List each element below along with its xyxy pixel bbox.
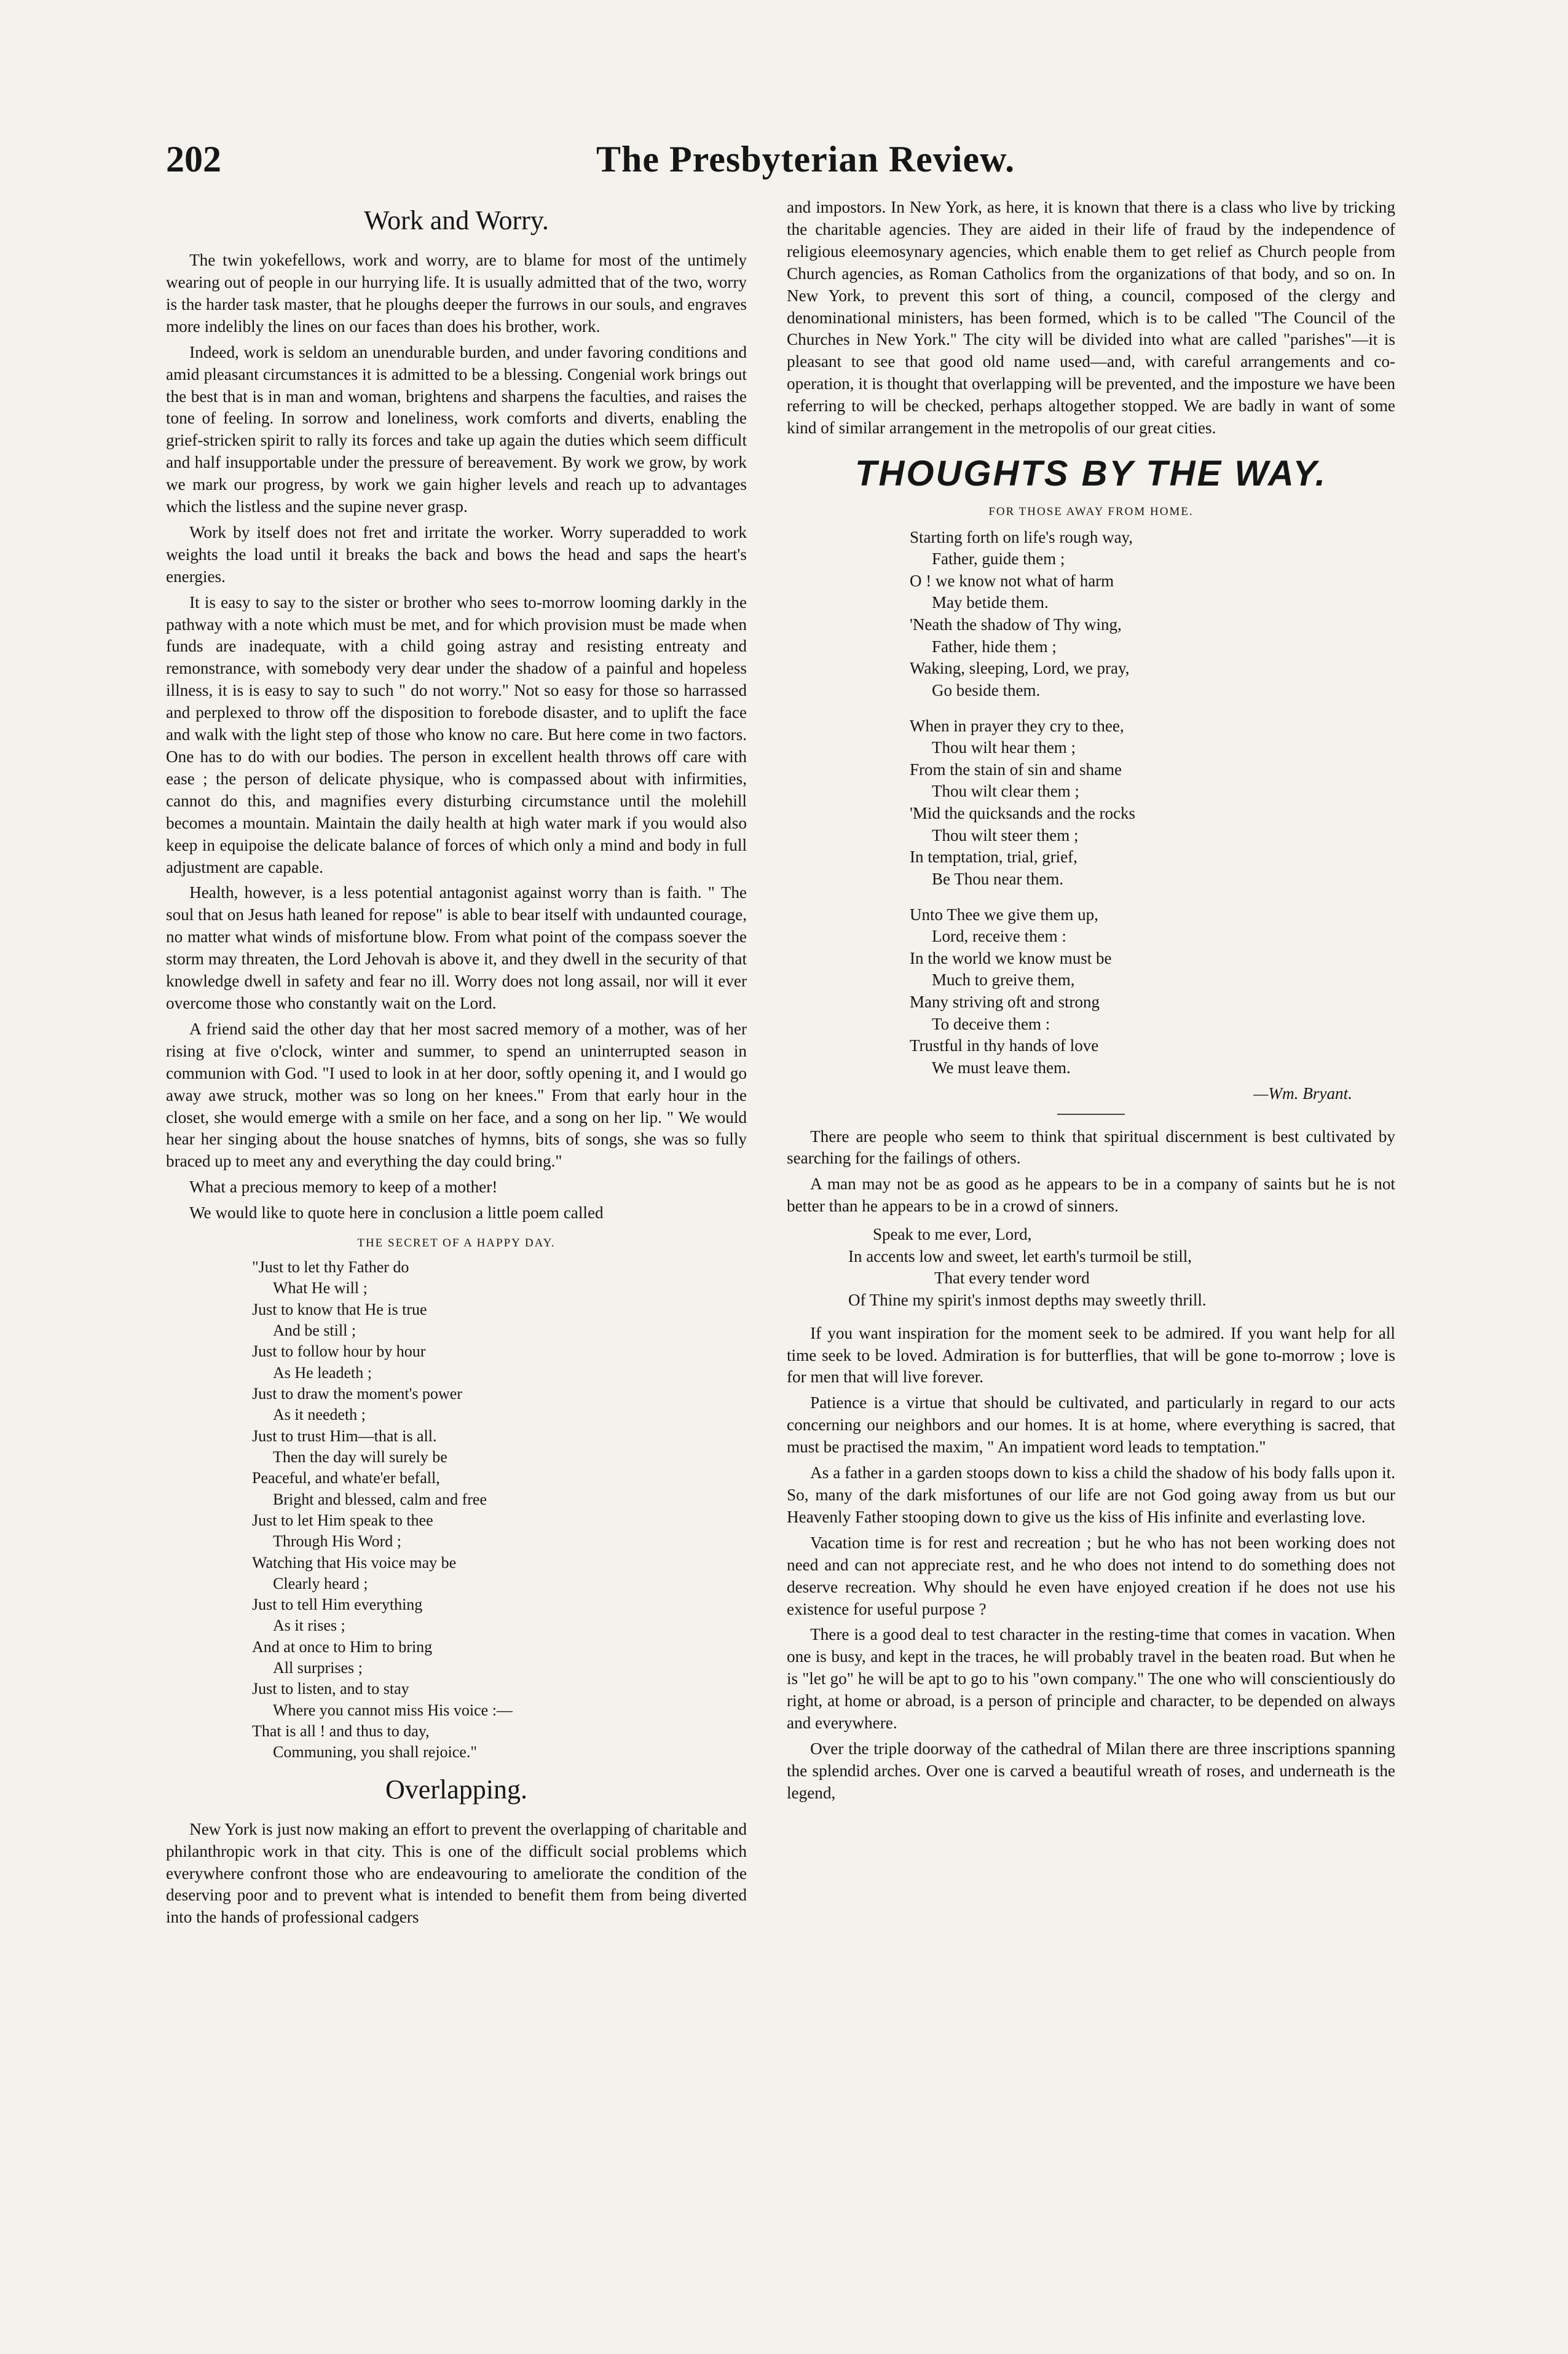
poem-line: Be Thou near them. <box>932 869 1063 888</box>
poem-line: Peaceful, and whate'er befall, <box>252 1469 440 1487</box>
poem-line: And be still ; <box>273 1321 357 1340</box>
poem-line: In temptation, trial, grief, <box>910 848 1078 867</box>
poem-line: That is all ! and thus to day, <box>252 1722 430 1740</box>
poem-line: Just to listen, and to stay <box>252 1680 409 1698</box>
article-paragraph: If you want inspiration for the moment seek to be admired. If you want help for all time seek to be loved. Admiration is for butterflies, that will be gone to-morrow ; love is for men that will live forever. <box>787 1323 1395 1387</box>
page-number: 202 <box>166 139 221 179</box>
article-title-work-and-worry: Work and Worry. <box>364 205 549 235</box>
poem-line: Thou wilt clear them ; <box>932 782 1079 801</box>
poem-line: Bright and blessed, calm and free <box>273 1490 487 1508</box>
poem-line: Through His Word ; <box>273 1532 402 1551</box>
poem-line: Just to follow hour by hour <box>252 1342 426 1361</box>
poem-line: As it rises ; <box>273 1616 345 1635</box>
poem-line: As it needeth ; <box>273 1406 366 1424</box>
poem-line: Just to know that He is true <box>252 1300 427 1318</box>
poem-line: O ! we know not what of harm <box>910 571 1114 590</box>
poem-line: From the stain of sin and shame <box>910 760 1122 779</box>
article-paragraph: Work by itself does not fret and irritate the worker. Worry superadded to work weights the load until it breaks the back and bows the head and saps the heart's energies. <box>166 522 747 586</box>
article-title-overlapping: Overlapping. <box>385 1774 527 1805</box>
right-column <box>787 197 1395 1808</box>
article-paragraph: As a father in a garden stoops down to kiss a child the shadow of his body falls upon it. So, many of the dark misfortunes of our life are not God going away from us but our Heavenly Father stooping down to give us the kiss of His infinite and everlasting love. <box>787 1463 1395 1526</box>
verse-line: That every tender word <box>934 1269 1090 1288</box>
poem-stanza <box>910 904 1395 1079</box>
poem-attribution: —Wm. Bryant. <box>1253 1084 1352 1103</box>
article-paragraph: There are people who seem to think that spiritual discernment is best cultivated by searching for the failings of others. <box>787 1127 1395 1168</box>
article-paragraph: The twin yokefellows, work and worry, are to blame for most of the untimely wearing out of people in our hurrying life. It is usually admitted that of the two, worry is the harder task master, that he ploughs deeper the furrows in our souls, and engraves more indelibly the lines on our faces than does his brother, work. <box>166 251 747 336</box>
article-paragraph: There is a good deal to test character in the resting-time that comes in vacation. When one is busy, and kept in the traces, he will probably travel in the beaten road. But when he is "let go" he will be apt to go to his "own company." The one who will conscientiously do right, at home or abroad, is a person of principle and character, to be depended on always and everywhere. <box>787 1625 1395 1733</box>
poem-line: Father, hide them ; <box>932 637 1057 656</box>
poem-line: In the world we know must be <box>910 948 1112 967</box>
poem-line: Communing, you shall rejoice." <box>273 1743 477 1762</box>
poem-line: What He will ; <box>273 1279 368 1297</box>
short-verse <box>848 1224 1395 1312</box>
poem-line: Waking, sleeping, Lord, we pray, <box>910 659 1130 678</box>
poem-line: Much to greive them, <box>932 970 1075 990</box>
poem-line: Starting forth on life's rough way, <box>910 527 1133 546</box>
poem-line: Watching that His voice may be <box>252 1553 457 1572</box>
poem-line: 'Neath the shadow of Thy wing, <box>910 615 1122 634</box>
poem-line: Father, guide them ; <box>932 549 1065 569</box>
poem-line: To deceive them : <box>932 1014 1050 1033</box>
journal-title: The Presbyterian Review. <box>596 139 1015 179</box>
poem-line: May betide them. <box>932 593 1049 612</box>
poem-subtitle: FOR THOSE AWAY FROM HOME. <box>988 505 1194 518</box>
article-title-thoughts-by-the-way: THOUGHTS BY THE WAY. <box>855 453 1327 494</box>
article-paragraph: We would like to quote here in conclusion a little poem called <box>189 1203 604 1222</box>
poem-line: Many striving oft and strong <box>910 993 1100 1012</box>
left-column <box>166 197 747 1932</box>
article-paragraph: A man may not be as good as he appears to be in a company of saints but he is not better than he appears to be in a crowd of sinners. <box>787 1175 1395 1216</box>
poem-line: Trustful in thy hands of love <box>910 1036 1099 1055</box>
poem-line: And at once to Him to bring <box>252 1637 433 1656</box>
poem-line: Unto Thee we give them up, <box>910 905 1098 924</box>
article-paragraph: It is easy to say to the sister or brother who sees to-morrow looming darkly in the pathway with a note which must be met, and for which provision must be made when funds are inadequate, with a child going astray and resisting entreaty and remonstrance, with somebody very dear under the shadow of a painful and hopeless illness, it is is easy to say to such " do not worry." Not so easy for those so harrassed and perplexed to throw off the disposition to forebode disaster, and to uplift the face and walk with the light step of those who know no care. But here come in two factors. One has to do with our bodies. The person in excellent health throws off care with ease ; the person of delicate physique, who is compassed about with infirmities, cannot do this, and magnifies every disturbing circumstance until the molehill becomes a mountain. Maintain the daily health at high water mark if you would also keep in equipoise the delicate balance of forces of which only a mind and body in full adjustment are capable. <box>166 592 747 876</box>
verse-line: In accents low and sweet, let earth's turmoil be still, <box>848 1246 1192 1266</box>
poem-line: Thou wilt hear them ; <box>932 738 1076 757</box>
poem-line: We must leave them. <box>932 1058 1071 1077</box>
article-paragraph: A friend said the other day that her most sacred memory of a mother, was of her rising at five o'clock, winter and summer, to spend an uninterrupted season in communion with God. "I used to look in at her door, softly opening it, and I would go away awe struck, mother was so long on her knees." From that early hour in the closet, she would emerge with a smile on her face, and a song on her lip. " We would hear her singing about the house snatches of hymns, bits of songs, she was so fully braced up to meet any and everything the day could bring." <box>166 1019 747 1171</box>
poem-line: Just to draw the moment's power <box>252 1385 462 1403</box>
poem-line: All surprises ; <box>273 1659 363 1677</box>
poem-stanza <box>910 715 1395 891</box>
poem-stanza <box>910 527 1395 702</box>
poem-line: Then the day will surely be <box>273 1447 447 1466</box>
poem-title: THE SECRET OF A HAPPY DAY. <box>357 1237 556 1250</box>
article-paragraph: Vacation time is for rest and recreation ; but he who has not been working does not need and can not appreciate rest, and he who does not intend to do something does not deserve recreation. Why should he even have enjoyed creation if he does not use his existence for useful purpose ? <box>787 1533 1395 1618</box>
article-paragraph: Over the triple doorway of the cathedral of Milan there are three inscriptions spanning the splendid arches. Over one is carved a beautiful wreath of roses, and underneath is the legend, <box>787 1739 1395 1802</box>
verse-line: Of Thine my spirit's inmost depths may sweetly thrill. <box>848 1291 1207 1309</box>
poem-line: Just to trust Him—that is all. <box>252 1427 437 1445</box>
article-paragraph: Health, however, is a less potential antagonist against worry than is faith. " The soul that on Jesus hath leaned for repose" is able to bear itself with undaunted courage, no matter what winds of misfortune blow. From what point of the compass soever the storm may threaten, the Lord Jehovah is above it, and they dwell in the security of that knowledge dwell in safety and fear no ill. Worry does not long assail, nor will it ever overcome those who constantly wait on the Lord. <box>166 883 747 1012</box>
poem-line: Just to let Him speak to thee <box>252 1511 433 1529</box>
article-paragraph: Indeed, work is seldom an unendurable burden, and under favoring conditions and amid pleasant circumstances it is admitted to be a blessing. Congenial work brings out the best that is in man and woman, brightens and sharpens the faculties, and raises the tone of feeling. In sorrow and loneliness, work comforts and diverts, enabling the grief-stricken spirit to rally its forces and take up again the duties which seem difficult and half insupportable under the pressure of bereavement. By work we grow, by work we mark our progress, by work we gain higher levels and reach up to advantages which the listless and the supine never grasp. <box>166 342 747 516</box>
poem-line: Just to tell Him everything <box>252 1596 423 1614</box>
poem-line: "Just to let thy Father do <box>252 1258 409 1277</box>
article-paragraph: and impostors. In New York, as here, it is known that there is a class who live by tricking the charitable agencies. They are aided in their life of fraud by the independence of religious eleemosynary agencies, which enable them to get relief as Church people from Church agencies, as Roman Catholics from the organizations of that body, and so on. In New York, to prevent this sort of thing, a council, composed of the clergy and denominational ministers, has been formed, which is to be called "The Council of the Churches in New York." The city will be divided into what are called "parishes"—it is pleasant to see that good old name used—and, with careful arrangements and co-operation, it is thought that overlapping will be prevented, and the imposture we have been referring to will be checked, perhaps altogether stopped. We are badly in want of some kind of similar arrangement in the metropolis of our great cities. <box>787 198 1395 438</box>
poem-line: Clearly heard ; <box>273 1574 368 1592</box>
poem-line: Lord, receive them : <box>932 927 1066 946</box>
poem-line: Thou wilt steer them ; <box>932 825 1079 844</box>
poem-line: As He leadeth ; <box>273 1363 372 1382</box>
poem-line: Where you cannot miss His voice :— <box>273 1701 513 1719</box>
section-divider <box>1057 1114 1125 1115</box>
poem-line: Go beside them. <box>932 680 1041 699</box>
article-paragraph: What a precious memory to keep of a mother! <box>189 1178 498 1197</box>
page-header <box>166 138 1389 194</box>
poem-line: 'Mid the quicksands and the rocks <box>910 804 1136 823</box>
poem-secret-of-a-happy-day <box>252 1257 747 1763</box>
verse-line: Speak to me ever, Lord, <box>873 1225 1032 1244</box>
article-paragraph: Patience is a virtue that should be cultivated, and particularly in regard to our acts concerning our neighbors and our homes. It is at home, where everything is sacred, that must be practised the maxim, " An impatient word leads to temptation." <box>787 1393 1395 1457</box>
article-paragraph: New York is just now making an effort to prevent the overlapping of charitable and philanthropic work in that city. This is one of the difficult social problems which everywhere confront those who are endeavouring to ameliorate the condition of the deserving poor and to prevent what is intended to benefit them from being diverted into the hands of professional cadgers <box>166 1819 747 1927</box>
poem-line: When in prayer they cry to thee, <box>910 716 1124 735</box>
